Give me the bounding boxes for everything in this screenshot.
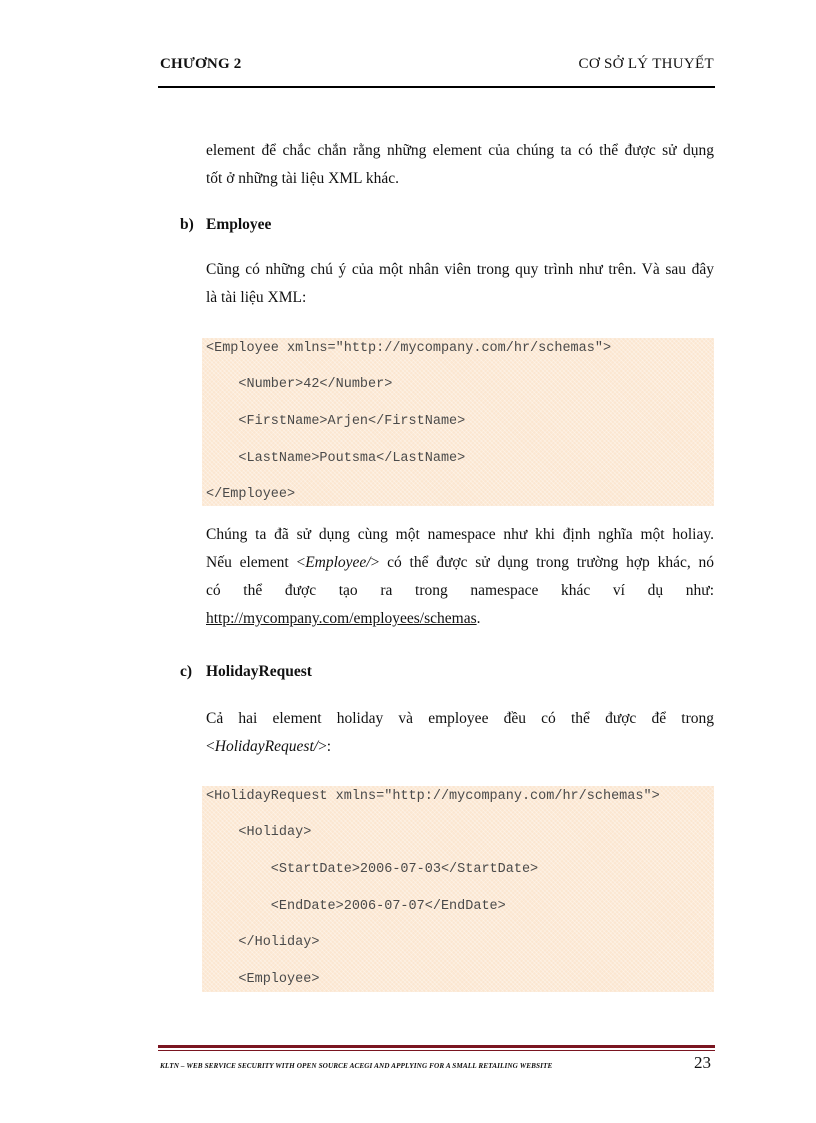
code-line: <Number>42</Number> [206, 377, 393, 392]
page-number: 23 [694, 1053, 711, 1072]
code-line: </Employee> [206, 487, 296, 502]
namespace-line-2 [206, 549, 714, 577]
header-rule [158, 86, 715, 88]
code-line: <LastName>Poutsma</LastName> [206, 451, 466, 466]
footer-title: KLTN – WEB SERVICE SECURITY WITH OPEN SOURCE ACEGI AND APPLYING FOR A SMALL RETAILING WEBSITE [160, 1062, 553, 1070]
section-c-marker: c) [180, 663, 193, 680]
code-line: <EndDate>2006-07-07</EndDate> [206, 899, 506, 914]
intro-paragraph [206, 137, 714, 193]
section-b-marker: b) [180, 216, 194, 233]
namespace-line-4 [206, 605, 714, 633]
intro-line-1: element để chắc chắn rằng những element của chúng ta có thể được sử dụng [206, 142, 714, 159]
code-line: <HolidayRequest xmlns="http://mycompany.com/hr/schemas"> [206, 789, 660, 804]
code-line: <Employee> [206, 972, 320, 987]
code-line: <FirstName>Arjen</FirstName> [206, 414, 466, 429]
section-b-line-2: là tài liệu XML: [206, 289, 307, 306]
section-c-paragraph [206, 705, 714, 761]
code-line: <Holiday> [206, 825, 312, 840]
text-run: > có thể được sử dụng trong trường hợp khác, nó [370, 554, 714, 571]
section-b-heading [180, 216, 271, 234]
text-run: . [476, 610, 481, 627]
section-c-line-2 [206, 733, 714, 761]
code-line: <Employee xmlns="http://mycompany.com/hr/schemas"> [206, 341, 612, 356]
text-run: < [206, 738, 215, 755]
section-c-line-1: Cả hai element holiday và employee đều có thể được để trong [206, 710, 714, 727]
code-line: <StartDate>2006-07-03</StartDate> [206, 862, 539, 877]
chapter-label: CHƯƠNG 2 [160, 56, 242, 72]
namespace-paragraph [206, 521, 714, 633]
text-run: >: [318, 738, 332, 755]
footer-rule-thin [158, 1050, 715, 1051]
section-c-heading [180, 663, 312, 681]
namespace-line-1: Chúng ta đã sử dụng cùng một namespace như khi định nghĩa một holiay. [206, 526, 714, 543]
namespace-link[interactable]: http://mycompany.com/employees/schemas [206, 610, 477, 627]
element-name: HolidayRequest/ [214, 738, 319, 755]
element-name: Employee/ [305, 554, 371, 571]
namespace-line-3: có thể được tạo ra trong namespace khác ví dụ như: [206, 582, 714, 599]
code-line: </Holiday> [206, 935, 320, 950]
footer-rule [158, 1045, 715, 1048]
section-c-title: HolidayRequest [206, 663, 312, 680]
chapter-title: CƠ SỞ LÝ THUYẾT [578, 56, 714, 72]
code-block-employee [202, 338, 714, 506]
text-run: Nếu element < [206, 554, 306, 571]
section-b-paragraph [206, 256, 714, 312]
code-block-holiday-request [202, 786, 714, 992]
section-b-line-1: Cũng có những chú ý của một nhân viên trong quy trình như trên. Và sau đây [206, 261, 714, 278]
intro-line-2: tốt ở những tài liệu XML khác. [206, 170, 399, 187]
page-header [160, 56, 714, 78]
section-b-title: Employee [206, 216, 272, 233]
